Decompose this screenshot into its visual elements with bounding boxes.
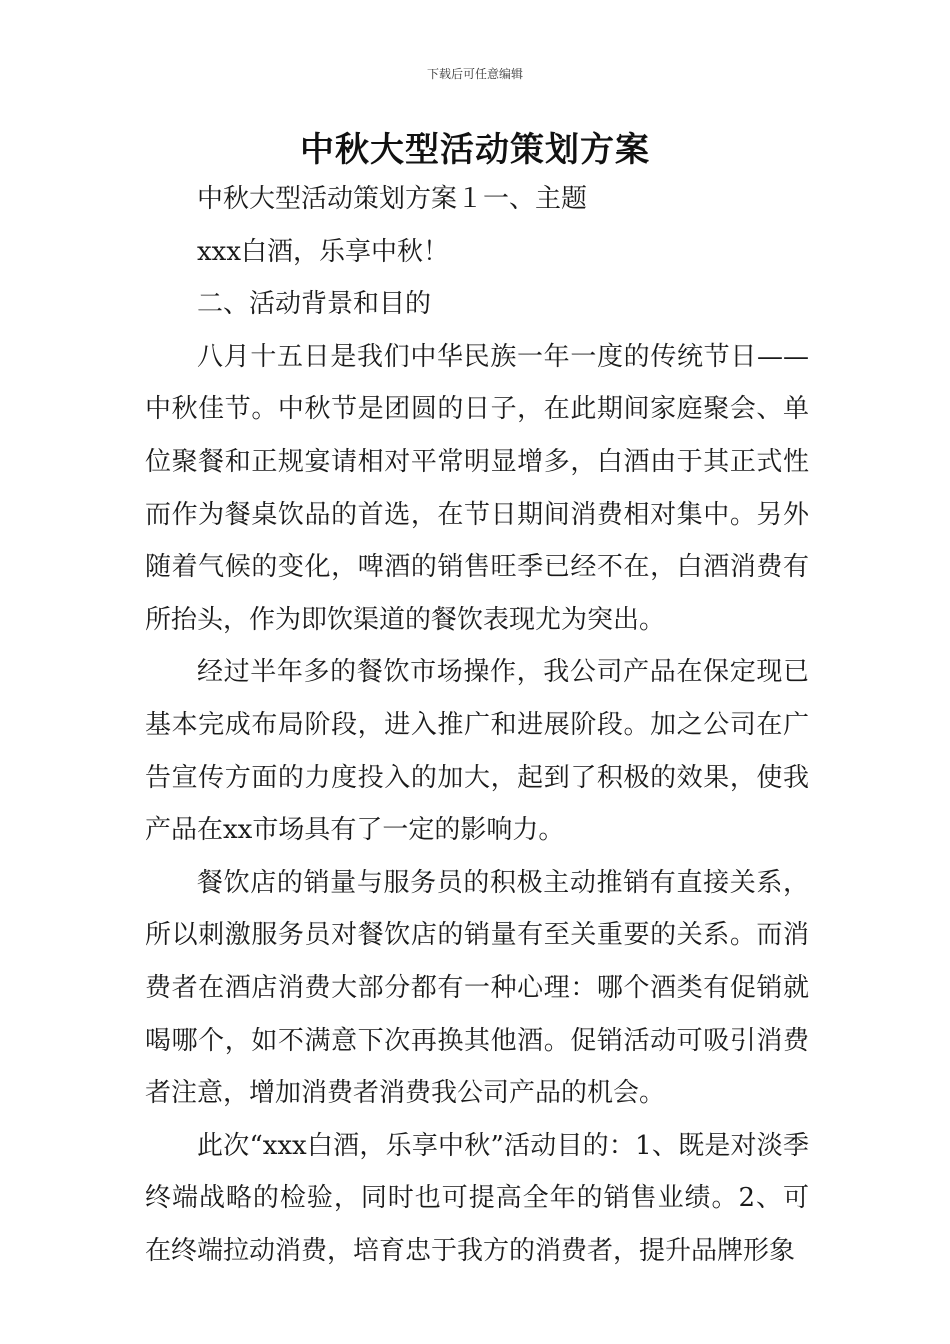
paragraph-background-3: 餐饮店的销量与服务员的积极主动推销有直接关系，所以刺激服务员对餐饮店的销量有至关重要的关系。而消费者在酒店消费大部分都有一种心理：哪个酒类有促销就喝哪个，如不满意下次再换其他酒。促销活动可吸引消费者注意，增加消费者消费我公司产品的机会。	[145, 867, 809, 1109]
document-body	[145, 173, 809, 1277]
paragraph-purpose: 此次“xxx白酒，乐享中秋”活动目的：1、既是对淡季终端战略的检验，同时也可提高全年的销售业绩。2、可在终端拉动消费，培育忠于我方的消费者，提升品牌形象	[145, 1130, 809, 1266]
paragraph-theme-slogan: xxx白酒，乐享中秋！	[197, 236, 449, 267]
paragraph-background-2: 经过半年多的餐饮市场操作，我公司产品在保定现已基本完成布局阶段，进入推广和进展阶段。加之公司在广告宣传方面的力度投入的加大，起到了积极的效果，使我产品在xx市场具有了一定的影响力。	[145, 657, 809, 846]
paragraph-heading-background: 二、活动背景和目的	[197, 289, 432, 320]
header-note: 下载后可任意编辑	[426, 67, 523, 81]
paragraph-heading-theme: 中秋大型活动策划方案１一、主题	[197, 184, 588, 214]
document-title: 中秋大型活动策划方案	[300, 130, 650, 170]
paragraph-background-1: 八月十五日是我们中华民族一年一度的传统节日——中秋佳节。中秋节是团圆的日子，在此期间家庭聚会、单位聚餐和正规宴请相对平常明显增多，白酒由于其正式性而作为餐桌饮品的首选，在节日期间消费相对集中。另外随着气候的变化，啤酒的销售旺季已经不在，白酒消费有所抬头，作为即饮渠道的餐饮表现尤为突出。	[145, 341, 809, 635]
